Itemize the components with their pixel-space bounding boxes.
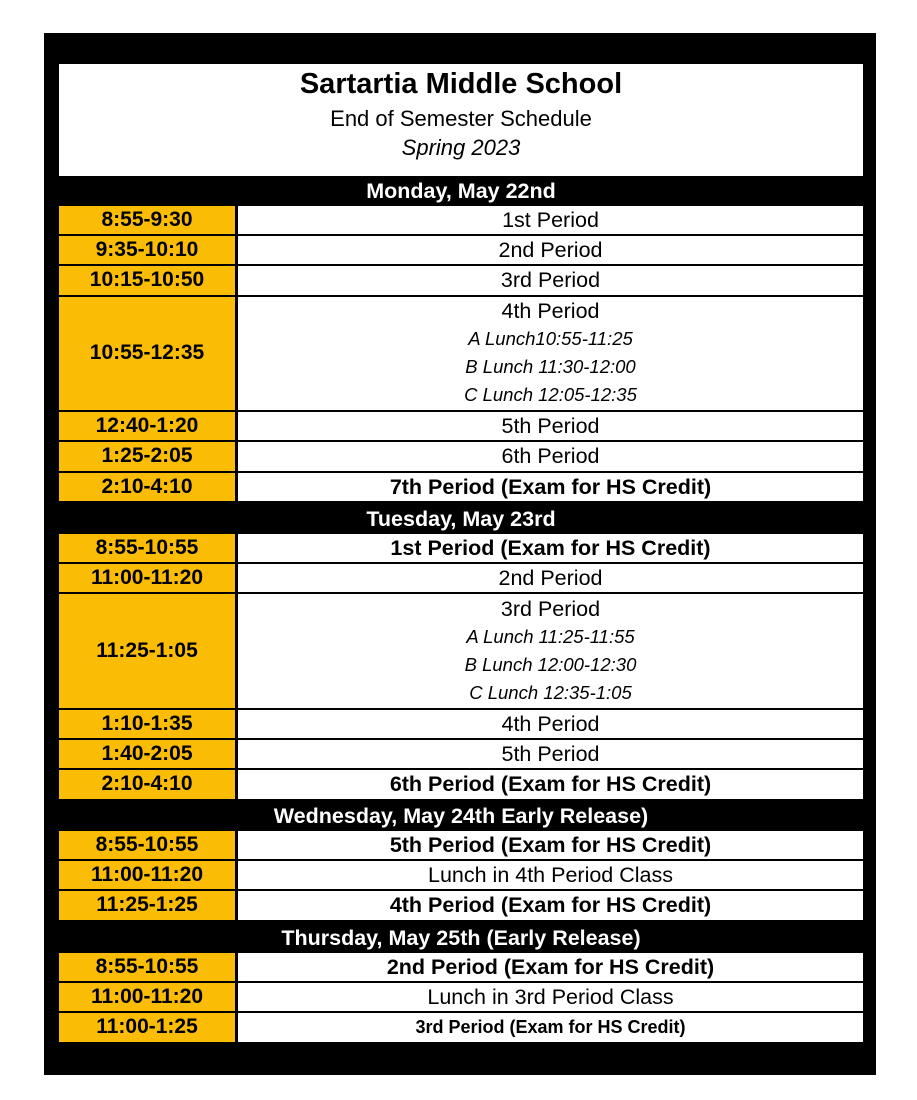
time-cell: 11:25-1:05 [59,594,235,708]
activity-label: Lunch in 4th Period Class [427,863,673,888]
time-cell: 8:55-10:55 [59,534,235,562]
schedule-row [59,983,863,1011]
activity-cell [238,412,863,440]
time-cell: 8:55-9:30 [59,206,235,234]
day-heading: Monday, May 22nd [366,179,556,203]
activity-label: 6th Period [501,444,600,469]
schedule-row [59,1013,863,1041]
lunch-detail: B Lunch 11:30-12:00 [465,356,636,378]
lunch-detail: A Lunch10:55-11:25 [468,328,633,350]
activity-cell [238,236,863,264]
time-cell: 8:55-10:55 [59,831,235,859]
schedule-row [59,710,863,738]
activity-cell [238,1013,863,1041]
activity-label: 5th Period (Exam for HS Credit) [389,833,712,858]
activity-cell [238,266,863,294]
time-cell: 10:55-12:35 [59,297,235,411]
activity-label: 1st Period (Exam for HS Credit) [390,536,711,561]
activity-cell [238,594,863,708]
time-cell: 10:15-10:50 [59,266,235,294]
activity-label: Lunch in 3rd Period Class [427,985,674,1010]
schedule-row [59,534,863,562]
lunch-detail: B Lunch 12:00-12:30 [464,654,637,676]
activity-label: 3rd Period (Exam for HS Credit) [415,1017,686,1038]
schedule-term: Spring 2023 [401,135,521,160]
schedule-row [59,442,863,470]
schedule-row [59,953,863,981]
activity-label: 3rd Period [500,597,601,622]
schedule-row [59,473,863,501]
time-cell: 1:10-1:35 [59,710,235,738]
time-cell: 11:25-1:25 [59,891,235,919]
time-cell: 12:40-1:20 [59,412,235,440]
schedule-row [59,770,863,798]
activity-label: 1st Period [502,208,599,233]
schedule-subtitle: End of Semester Schedule [330,106,592,131]
time-cell: 9:35-10:10 [59,236,235,264]
day-heading: Wednesday, May 24th Early Release) [273,804,649,828]
lunch-detail: C Lunch 12:35-1:05 [469,682,632,704]
schedule-row [59,594,863,708]
activity-cell [238,831,863,859]
schedule-row [59,206,863,234]
schedule-row [59,236,863,264]
schedule-row [59,891,863,919]
day-heading: Thursday, May 25th (Early Release) [281,926,641,950]
schedule-row [59,297,863,411]
time-cell: 11:00-11:20 [59,861,235,889]
school-name: Sartartia Middle School [299,68,623,100]
activity-cell [238,953,863,981]
activity-cell [238,983,863,1011]
schedule-row [59,831,863,859]
activity-label: 4th Period [501,299,600,324]
time-cell: 2:10-4:10 [59,473,235,501]
activity-label: 3rd Period [500,268,601,293]
activity-cell [238,297,863,411]
activity-label: 4th Period (Exam for HS Credit) [389,893,712,918]
activity-cell [238,564,863,592]
time-cell: 2:10-4:10 [59,770,235,798]
time-cell: 11:00-1:25 [59,1013,235,1041]
activity-label: 6th Period (Exam for HS Credit) [389,772,712,797]
activity-cell [238,861,863,889]
time-cell: 1:40-2:05 [59,740,235,768]
activity-cell [238,206,863,234]
schedule-row [59,266,863,294]
time-cell: 8:55-10:55 [59,953,235,981]
activity-label: 5th Period [501,414,600,439]
activity-label: 2nd Period [498,238,603,263]
activity-cell [238,710,863,738]
lunch-detail: A Lunch 11:25-11:55 [466,626,635,648]
schedule-row [59,740,863,768]
day-heading: Tuesday, May 23rd [366,507,556,531]
time-cell: 11:00-11:20 [59,983,235,1011]
schedule-row [59,861,863,889]
activity-cell [238,770,863,798]
activity-cell [238,473,863,501]
time-cell: 1:25-2:05 [59,442,235,470]
activity-cell [238,442,863,470]
activity-label: 7th Period (Exam for HS Credit) [389,474,712,499]
schedule-row [59,412,863,440]
activity-cell [238,891,863,919]
lunch-detail: C Lunch 12:05-12:35 [464,384,637,406]
activity-label: 5th Period [501,742,600,767]
activity-cell [238,740,863,768]
activity-cell [238,534,863,562]
activity-label: 4th Period [501,712,600,737]
activity-label: 2nd Period (Exam for HS Credit) [386,955,715,980]
activity-label: 2nd Period [498,566,603,591]
time-cell: 11:00-11:20 [59,564,235,592]
schedule-row [59,564,863,592]
